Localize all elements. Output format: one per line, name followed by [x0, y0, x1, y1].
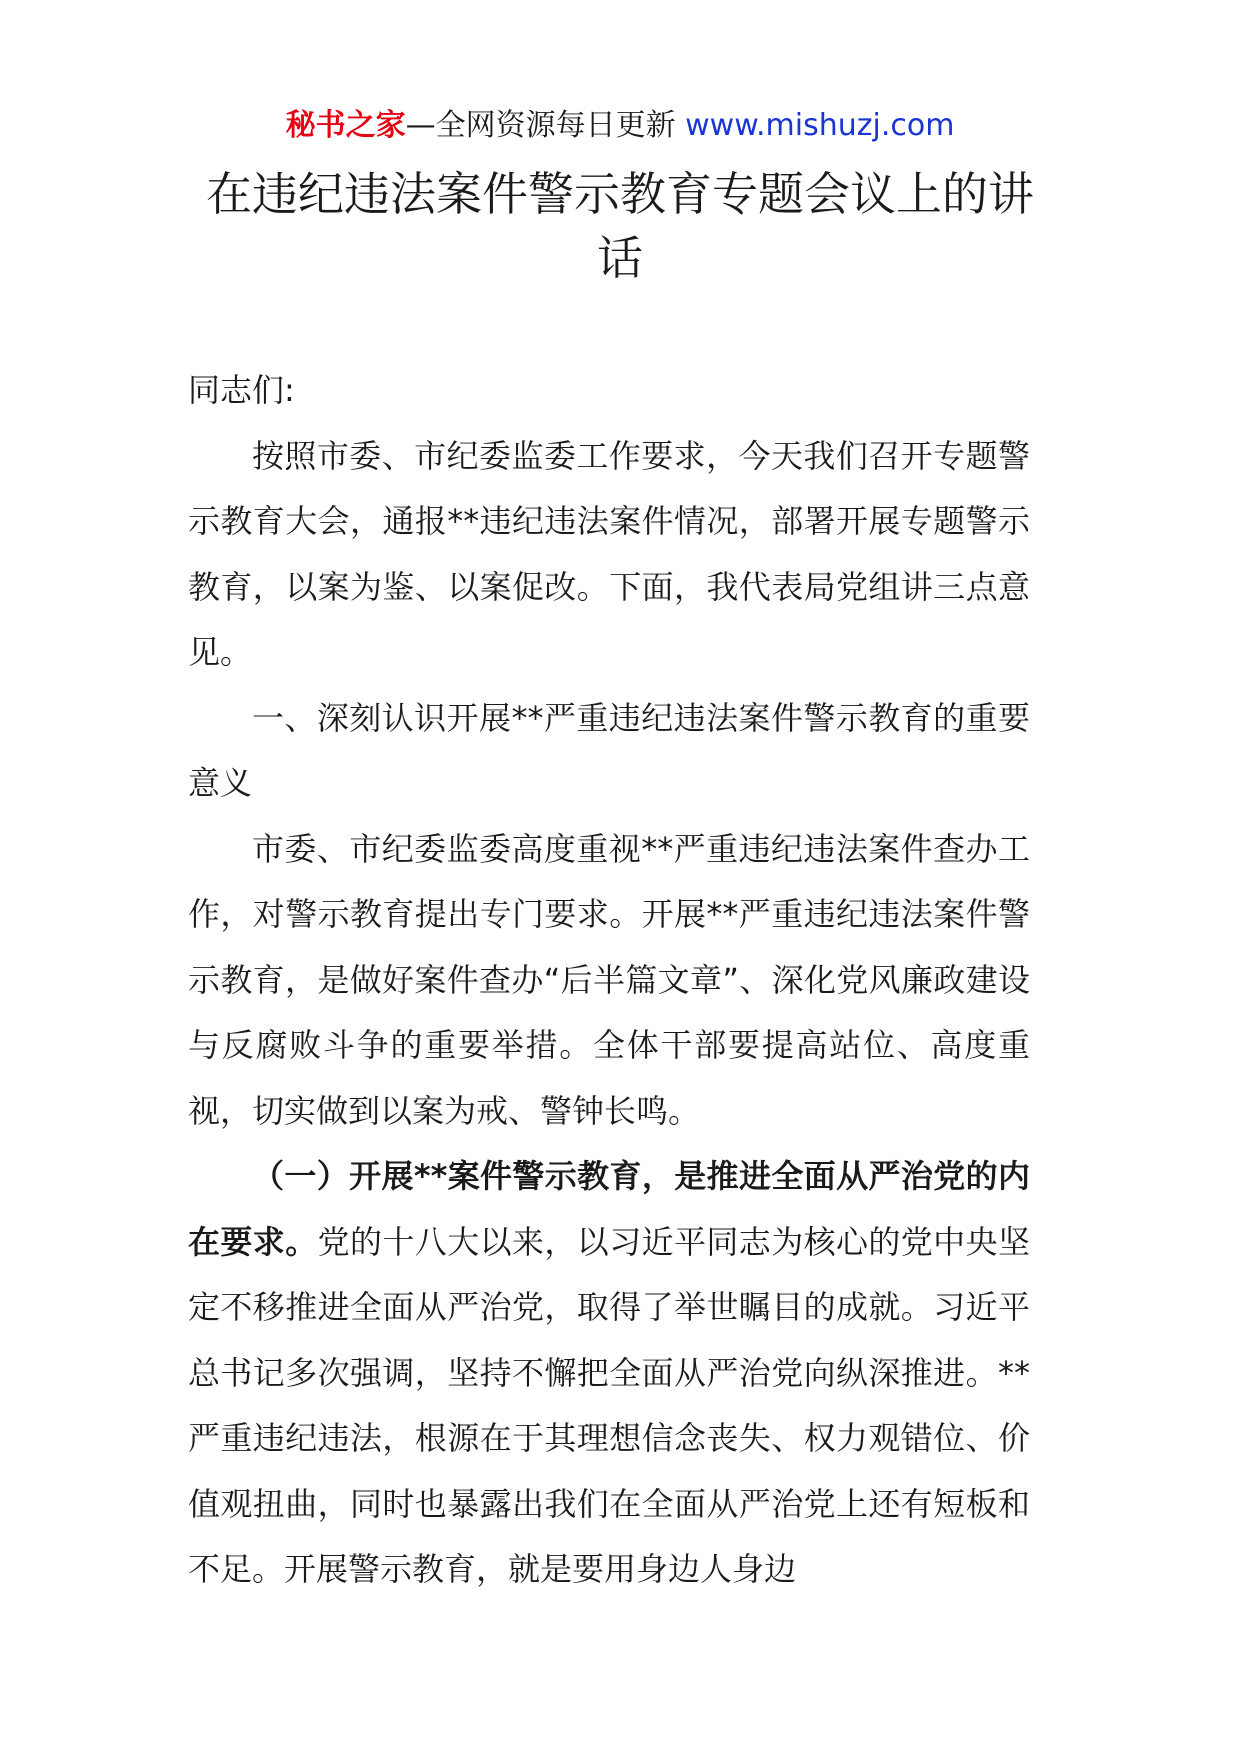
- subsection-heading-1: （一）开展**案件警示教育，是推进全面从严治党的内在要求。: [188, 1157, 1030, 1261]
- salutation: 同志们:: [188, 371, 295, 409]
- document-body: [188, 358, 1030, 1603]
- brand-name: 秘书之家: [285, 108, 406, 143]
- subsection-text-1: 党的十八大以来，以习近平同志为核心的党中央坚定不移推进全面从严治党，取得了举世瞩目的成就。习近平总书记多次强调，坚持不懈把全面从严治党向纵深推进。**严重违纪违法，根源在于其理想信念丧失、权力观错位、价值观扭曲，同时也暴露出我们在全面从严治党上还有短板和不足。开展警示教育，就是要用身边人身边: [188, 1222, 1030, 1588]
- site-url-link[interactable]: www.mishuzj.com: [685, 108, 955, 143]
- section-heading-1: 一、深刻认识开展**严重违纪违法案件警示教育的重要意义: [188, 698, 1030, 802]
- paragraph-significance: 市委、市纪委监委高度重视**严重违纪违法案件查办工作，对警示教育提出专门要求。开展**严重违纪违法案件警示教育，是做好案件查办“后半篇文章”、深化党风廉政建设与反腐败斗争的重要举措。全体干部要提高站位、高度重视，切实做到以案为戒、警钟长鸣。: [188, 829, 1030, 1130]
- document-title: 在违纪违法案件警示教育专题会议上的讲话: [206, 167, 1034, 285]
- header-tagline: —全网资源每日更新: [405, 108, 676, 143]
- paragraph-subsection-1: [188, 1144, 1030, 1603]
- site-header: [0, 104, 1240, 148]
- paragraph-intro: 按照市委、市纪委监委工作要求，今天我们召开专题警示教育大会，通报**违纪违法案件情况，部署开展专题警示教育，以案为鉴、以案促改。下面，我代表局党组讲三点意见。: [188, 436, 1030, 671]
